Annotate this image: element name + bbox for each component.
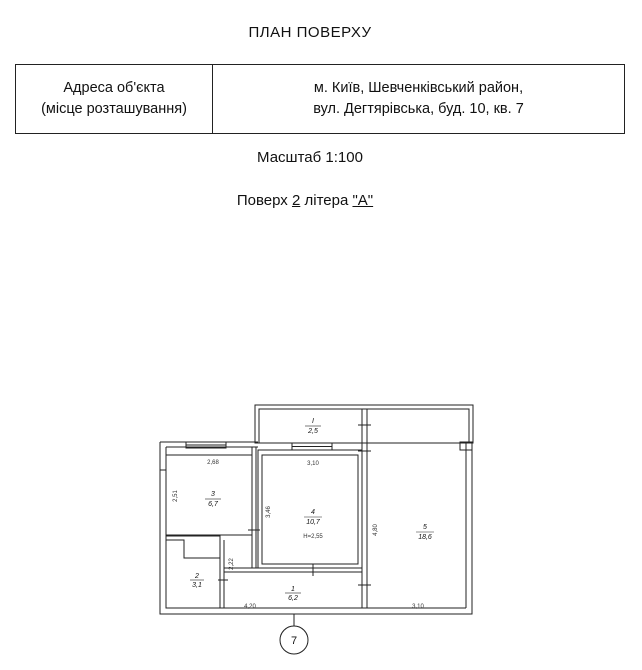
room-4-area: 10,7	[306, 519, 320, 526]
room-4-height: H=2,55	[303, 534, 323, 540]
room-3-area: 6,7	[208, 501, 218, 508]
address-line1: м. Київ, Шевченківський район,	[313, 80, 524, 96]
room-4-number: 4	[311, 509, 315, 516]
floor-letter: "А"	[352, 192, 374, 209]
floor-prefix: Поверх	[236, 192, 292, 209]
room-2-number: 2	[195, 573, 199, 580]
address-line2: вул. Дегтярівська, буд. 10, кв. 7	[313, 101, 524, 117]
room-5-area: 18,6	[418, 534, 432, 541]
address-label-line2: (місце розташування)	[41, 101, 187, 117]
floor-number: 2	[291, 192, 301, 209]
dim-room2-height: 2,22	[229, 558, 235, 570]
apartment-number: 7	[290, 635, 298, 647]
dim-hall-width: 4,20	[244, 604, 256, 610]
room-5-number: 5	[423, 524, 427, 531]
room4-outline	[258, 450, 362, 568]
dim-room3-width: 2,68	[207, 460, 219, 466]
balcony-outer	[255, 405, 473, 443]
room-1-number: 1	[291, 586, 295, 593]
scale-label: Масштаб 1:100	[257, 149, 363, 166]
room2-top-wall	[166, 536, 220, 568]
page-title: ПЛАН ПОВЕРХУ	[248, 24, 372, 41]
dim-room4-width: 3,10	[307, 461, 319, 467]
dim-room4-height: 3,46	[266, 506, 272, 518]
room4-inner	[262, 455, 358, 564]
dim-room3-height: 2,51	[173, 490, 179, 502]
address-label-line1: Адреса об'єкта	[63, 80, 165, 96]
dim-room5-height: 4,80	[373, 524, 379, 536]
room2-outline	[166, 540, 220, 608]
dim-room5-width: 3,10	[412, 604, 424, 610]
outer-wall-inner	[166, 447, 466, 608]
balcony-inner	[259, 409, 469, 443]
floor-middle: літера	[300, 192, 353, 209]
room-1-area: 6,2	[288, 595, 298, 602]
room-3-number: 3	[211, 491, 215, 498]
room-I-number: I	[312, 418, 314, 425]
room-I-area: 2,5	[308, 428, 318, 435]
room-2-area: 3,1	[192, 582, 202, 589]
